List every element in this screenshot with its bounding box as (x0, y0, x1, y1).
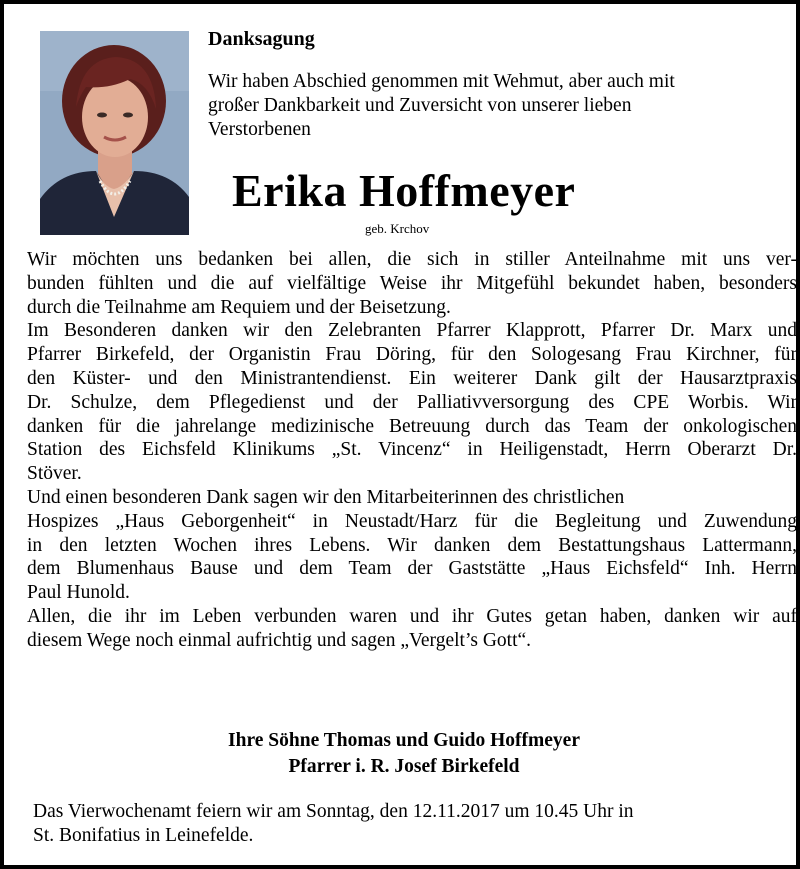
notice-heading: Danksagung (208, 28, 315, 50)
thanks-body (27, 248, 797, 653)
body-line: Dr. Schulze, dem Pflegedienst und der Palliativversorgung des CPE Worbis. Wir (27, 391, 797, 413)
body-line: Im Besonderen danken wir den Zelebranten Pfarrer Klapprott, Pfarrer Dr. Marx und (27, 320, 797, 342)
body-line: diesem Wege noch einmal aufrichtig und sagen „Vergelt’s Gott“. (27, 629, 532, 651)
signer-line: Pfarrer i. R. Josef Birkefeld (288, 756, 520, 777)
maiden-name: geb. Krchov (365, 221, 430, 236)
body-line: Allen, die ihr im Leben verbunden waren und ihr Gutes getan haben, danken wir auf (27, 605, 797, 627)
body-line: dem Blumenhaus Bause und dem Team der Gaststätte „Haus Eichsfeld“ Inh. Herrn (27, 558, 797, 580)
intro-line: großer Dankbarkeit und Zuversicht von unserer lieben (208, 95, 632, 116)
body-line: Pfarrer Birkefeld, der Organistin Frau Döring, für den Sologesang Frau Kirchner, für (27, 344, 797, 366)
portrait-illustration (40, 31, 189, 235)
body-line: Und einen besonderen Dank sagen wir den Mitarbeiterinnen des christlichen (27, 486, 625, 508)
intro-line: Wir haben Abschied genommen mit Wehmut, aber auch mit (208, 71, 675, 92)
body-line: Wir möchten uns bedanken bei allen, die sich in stiller Anteilnahme mit uns ver- (27, 249, 797, 270)
signer-line: Ihre Söhne Thomas und Guido Hoffmeyer (228, 730, 580, 751)
service-line: Das Vierwochenamt feiern wir am Sonntag, den 12.11.2017 um 10.45 Uhr in (33, 801, 634, 822)
body-line: durch die Teilnahme am Requiem und der Beisetzung. (27, 296, 451, 318)
body-line: Stöver. (27, 463, 82, 485)
deceased-name: Erika Hoffmeyer (232, 165, 576, 216)
intro-text (208, 70, 768, 142)
body-line: den Küster- und den Ministrantendienst. Ein weiterer Dank gilt der Hausarztpraxis (27, 367, 797, 389)
body-line: danken für die jahrelange medizinische Betreuung durch das Team der onkologischen (27, 415, 797, 437)
body-line: Station des Eichsfeld Klinikums „St. Vincenz“ in Heiligenstadt, Herrn Oberarzt Dr. (27, 439, 797, 461)
service-line: St. Bonifatius in Leinefelde. (33, 825, 254, 846)
intro-line: Verstorbenen (208, 119, 311, 140)
service-announcement (33, 800, 793, 848)
body-line: Paul Hunold. (27, 582, 130, 604)
portrait-photo (40, 31, 189, 235)
body-line: in den letzten Wochen ihres Lebens. Wir danken dem Bestattungshaus Lattermann, (27, 534, 797, 556)
body-line: bunden fühlten und die auf vielfältige Weise ihr Mitgefühl bekundet haben, besonders (27, 272, 797, 294)
signatories (4, 728, 800, 780)
body-line: Hospizes „Haus Geborgenheit“ in Neustadt/Harz für die Begleitung und Zuwendung (27, 510, 797, 532)
